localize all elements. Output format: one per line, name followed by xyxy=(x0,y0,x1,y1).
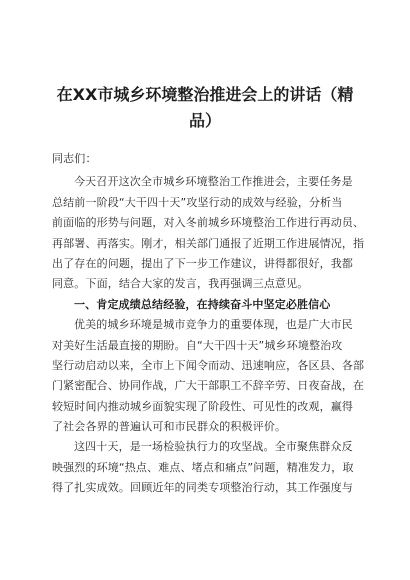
paragraph-line: 同意。下面，结合大家的发言，我再强调三点意见。 xyxy=(52,277,309,291)
paragraph-line: 今天召开这次全市城乡环境整治工作推进会，主要任务是 xyxy=(74,175,353,189)
paragraph-line: 映强烈的环境“热点、难点、堵点和痛点”问题，精准发力，取 xyxy=(52,460,354,474)
paragraph-line: 坚行动启动以来，全市上下闻令而动、迅速响应，各区县、各部 xyxy=(52,358,365,372)
paragraph-line: 出了存在的问题，提出了下一步工作建议，讲得都很好，我都 xyxy=(52,256,354,270)
paragraph-line: 较短时间内推动城乡面貌实现了阶段性、可见性的改观，赢得 xyxy=(52,399,354,413)
title-line: 品） xyxy=(188,111,221,130)
paragraph-line: 得了扎实成效。回顾近年的同类专项整治行动，其工作强度与 xyxy=(52,481,354,495)
paragraph-line: 对美好生活最直接的期盼。自“大干四十天”城乡环境整治攻 xyxy=(52,338,343,352)
section-heading: 一、肯定成绩总结经验，在持续奋斗中坚定必胜信心 xyxy=(74,297,331,311)
document-title xyxy=(52,82,358,134)
paragraph-intro xyxy=(52,172,372,294)
title-line: 在XX市城乡环境整治推进会上的讲话（精 xyxy=(56,85,354,104)
greeting: 同志们： xyxy=(52,152,97,165)
paragraph-line: 总结前一阶段“大干四十天”攻坚行动的成效与经验，分析当 xyxy=(52,195,343,209)
paragraph-line: 这四十天，是一场检验执行力的攻坚战。全市聚焦群众反 xyxy=(74,440,353,454)
paragraph-section1 xyxy=(52,315,372,437)
paragraph-line: 前面临的形势与问题，对入冬前城乡环境整治工作进行再动员、 xyxy=(52,216,365,230)
paragraph-line: 门紧密配合、协同作战，广大干部职工不辞辛劳、日夜奋战，在 xyxy=(52,379,365,393)
paragraph-line: 了社会各界的普遍认可和市民群众的积极评价。 xyxy=(52,420,287,434)
document-body xyxy=(52,149,372,499)
paragraph-line: 再部署、再落实。刚才，相关部门通报了近期工作进展情况，指 xyxy=(52,236,365,250)
paragraph-forty-days xyxy=(52,437,372,498)
paragraph-line: 优美的城乡环境是城市竞争力的重要体现，也是广大市民 xyxy=(74,318,353,332)
